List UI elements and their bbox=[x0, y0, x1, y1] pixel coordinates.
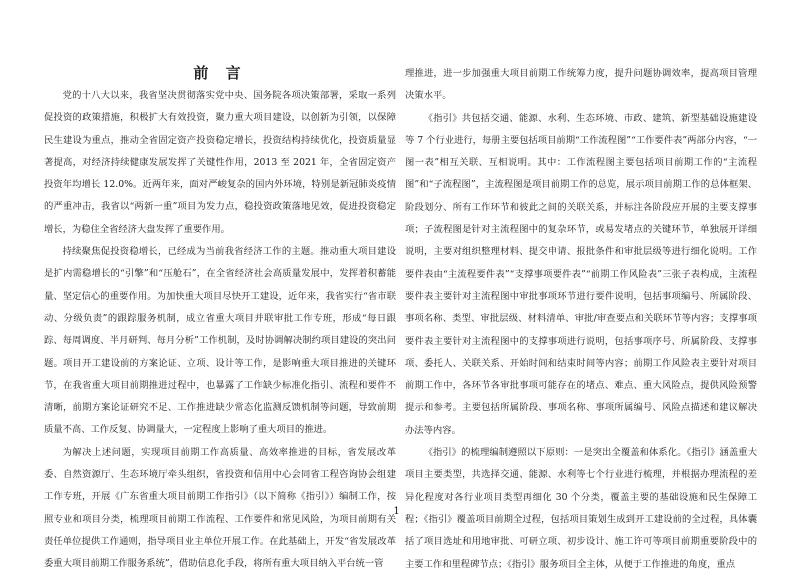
page-number: 1 bbox=[393, 506, 400, 517]
paragraph-principles: 《指引》的梳理编制遵照以下原则：一是突出全覆盖和体系化。《指引》涵盖重大项目主要类型，共选择交通、能源、水利等七个行业进行梳理，并根据办理流程的差异化程度对各行业项目类型再细化 30 个分类，覆盖主要的基础设施和民生保障工程；《指引》覆盖项目前期全过程，包括项目策划生成到开工建设前的全过程，具体囊括了项目选址和用地审批、可研立项、初步设计、施工许可等项目前期重要阶段中的主要工作和里程碑节点；《指引》服务项目全主体，从便于工作推进的角度，重点 bbox=[405, 447, 757, 570]
paragraph-structure: 《指引》共包括交通、能源、水利、生态环境、市政、建筑、新型基础设施建设等 7 个行业进行，每册主要包括项目前期“工作流程图”“工作要件表”两部分内容，“一图一表”相互关联、互相说明。其中：工作流程图主要包括项目前期工作的“主流程图”和“子流程图”，主流程图是项目前期工作的总览，展示项目前期工作的总体框架、阶段划分、所有工作环节和彼此之间的关联关系，并标注各阶段应开展的主要支撑事项；子流程图是针对主流程图中的复杂环节，或易发堵点的关键环节，单独展开详细说明，主要对组织整理材料、提交申请、报批条件和审批层级等进行细化说明。工作要件表由“主流程要件表”“支撑事项要件表”“前期工作风险表”三张子表构成，主流程要件表主要针对主流程图中审批事项环节进行要件说明，包括事项编号、所属阶段、事项名称、类型、审批层级、材料清单、审批/审查要点和关联环节等内容；支撑事项要件表主要针对主流程图中的支撑事项进行说明，包括事项序号、所属阶段、支撑事项、委托人、关联关系、开始时间和结束时间等内容；前期工作风险表主要针对项目前期工作中，各环节各审批事项可能存在的堵点、难点、重大风险点，提供风险预警提示和参考。主要包括所属阶段、事项名称、事项所属编号、风险点描述和建议解决办法等内容。 bbox=[405, 112, 757, 436]
paragraph-intro: 党的十八大以来，我省坚决贯彻落实党中央、国务院各项决策部署，采取一系列促投资的政策措施，积极扩大有效投资，聚力重大项目建设，以创新为引领，以保障民生建设为重点，推动全省固定资产投资稳定增长，投资结构持续优化，投资质量显著提高，对经济持续健康发展发挥了关键性作用，2013 至 2021 年，全省固定资产投资年均增长 12.0%。近两年来，面对严峻复杂的国内外环境，特别是新冠肺炎疫情的严重冲击，我省以“两新一重”项目为发力点，稳投资政策落地见效，促进投资稳定增长，为稳住全省经济大盘发挥了重要作用。 bbox=[44, 90, 396, 235]
paragraph-background: 持续聚焦促投资稳增长，已经成为当前我省经济工作的主题。推动重大项目建设是扩内需稳增长的“引擎”和“压舱石”，在全省经济社会高质量发展中，发挥着积蓄能量、坚定信心的重要作用。为加快重大项目尽快开工建设，近年来，我省实行“省市联动、分级负责”的跟踪服务机制，成立省重大项目并联审批工作专班，形成“每日跟踪、每周调度、半月研判、每月分析”工作机制，及时协调解决制约项目建设的突出问题。项目开工建设前的方案论证、立项、设计等工作，是影响重大项目推进的关键环节，在我省重大项目前期推进过程中，也暴露了工作缺少标准化指引、流程和要件不清晰，前期方案论证研究不足、工作推进缺少常态化监测反馈机制等问题，导致前期质量不高、工作反复、协调量大，一定程度上影响了重大项目的推进。 bbox=[44, 246, 396, 436]
page-title: 前 言 bbox=[193, 64, 247, 82]
paragraph-purpose: 为解决上述问题，实现项目前期工作高质量、高效率推进的目标，省发展改革委、自然资源厅、生态环境厅牵头组织，省投资和信用中心会同省工程咨询协会组建工作专班，开展《广东省重大项目前期工作指引》（以下简称《指引》）编制工作，按照专业和项目分类，梳理项目前期工作流程、工作要件和常见风险，为项目前期有关责任单位提供工作通则，指导项目业主单位开展工作。在此基础上，开发“省发展改革委重大项目前期工作服务系统”，借助信息化手段，将所有重大项目纳入平台统一管 bbox=[44, 446, 396, 570]
left-column bbox=[44, 85, 396, 576]
right-column bbox=[405, 63, 757, 576]
paragraph-continued: 理推进，进一步加强重大项目前期工作统筹力度，提升问题协调效率，提高项目管理决策水平。 bbox=[405, 68, 757, 102]
